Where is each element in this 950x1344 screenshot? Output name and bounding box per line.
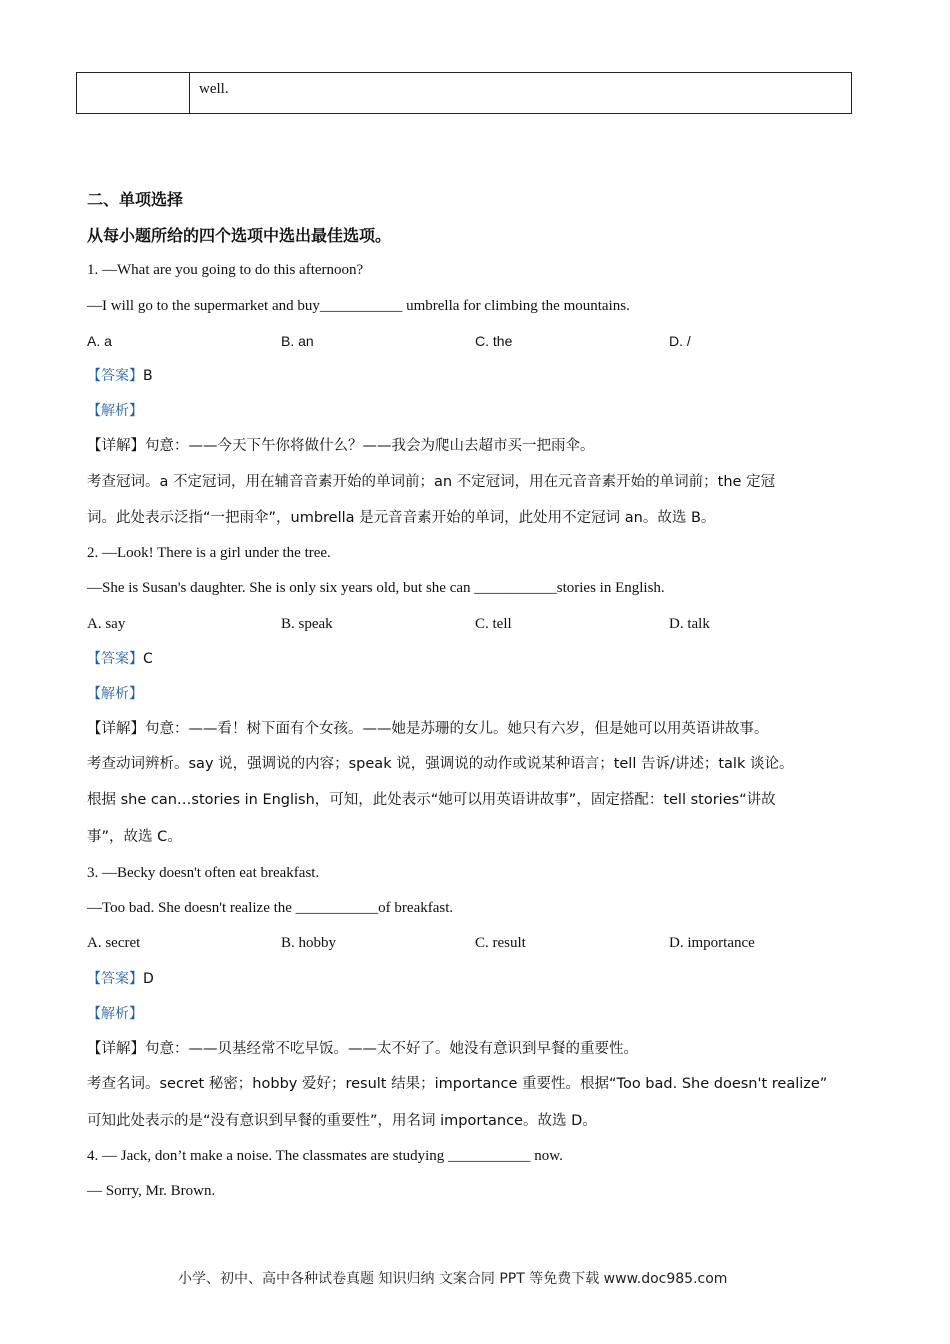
page-footer: 小学、初中、高中各种试卷真题 知识归纳 文案合同 PPT 等免费下载 www.doc985.com: [178, 1271, 728, 1287]
q1-option-a: A. a: [87, 333, 112, 349]
q2-line1: 2. —Look! There is a girl under the tree.: [87, 545, 331, 561]
q2-detail-2: 考查动词辨析。say 说，强调说的内容；speak 说，强调说的动作或说某种语言；tell 告诉/讲述；talk 谈论。: [87, 756, 794, 772]
answer-value: D: [143, 971, 154, 987]
q2-line2: —She is Susan's daughter. She is only six years old, but she can ___________stories in English.: [87, 580, 665, 596]
q2-detail-4: 事”，故选 C。: [87, 829, 182, 845]
q1-analysis-label: 【解析】: [87, 403, 143, 419]
q3-option-d: D. importance: [669, 935, 755, 951]
q4-line2: — Sorry, Mr. Brown.: [87, 1183, 216, 1199]
table-cell-text: well.: [199, 81, 229, 97]
q1-line2: —I will go to the supermarket and buy___________ umbrella for climbing the mountains.: [87, 298, 630, 314]
q1-option-b: B. an: [281, 333, 314, 349]
q3-detail-3: 可知此处表示的是“没有意识到早餐的重要性”，用名词 importance。故选 D。: [87, 1113, 597, 1129]
q3-analysis-label: 【解析】: [87, 1006, 143, 1022]
q3-line1: 3. —Becky doesn't often eat breakfast.: [87, 865, 320, 881]
q3-line2: —Too bad. She doesn't realize the ___________of breakfast.: [87, 900, 454, 916]
q1-answer: [87, 366, 153, 386]
q3-answer: [87, 969, 154, 989]
q1-detail-3: 词。此处表示泛指“一把雨伞”，umbrella 是元音音素开始的单词，此处用不定冠词 an。故选 B。: [87, 510, 716, 526]
q3-detail-2: 考查名词。secret 秘密；hobby 爱好；result 结果；importance 重要性。根据“Too bad. She doesn't realize”: [87, 1076, 828, 1092]
q2-option-d: D. talk: [669, 616, 710, 632]
q2-option-a: A. say: [87, 616, 126, 632]
q3-option-b: B. hobby: [281, 935, 337, 951]
q2-analysis-label: 【解析】: [87, 686, 143, 702]
answer-label: 【答案】: [87, 651, 143, 667]
q2-detail-1: 【详解】句意：——看！树下面有个女孩。——她是苏珊的女儿。她只有六岁，但是她可以用英语讲故事。: [87, 721, 769, 737]
answer-value: C: [143, 651, 153, 667]
q3-detail-1: 【详解】句意：——贝基经常不吃早饭。——太不好了。她没有意识到早餐的重要性。: [87, 1041, 638, 1057]
answer-label: 【答案】: [87, 971, 143, 987]
answer-label: 【答案】: [87, 368, 143, 384]
q4-line1: 4. — Jack, don’t make a noise. The classmates are studying ___________ now.: [87, 1148, 563, 1164]
q3-option-c: C. result: [475, 935, 526, 951]
q1-detail-2: 考查冠词。a 不定冠词，用在辅音音素开始的单词前；an 不定冠词，用在元音音素开始的单词前；the 定冠: [87, 474, 776, 490]
q1-line1: 1. —What are you going to do this afternoon?: [87, 262, 364, 278]
table-divider: [189, 73, 190, 113]
q2-answer: [87, 649, 153, 669]
answer-value: B: [143, 368, 153, 384]
q1-detail-1: 【详解】句意：——今天下午你将做什么？——我会为爬山去超市买一把雨伞。: [87, 438, 595, 454]
q1-option-d: D. /: [669, 333, 691, 349]
q2-detail-3: 根据 she can…stories in English，可知，此处表示“她可以用英语讲故事”，固定搭配：tell stories“讲故: [87, 792, 776, 808]
q1-option-c: C. the: [475, 333, 513, 349]
q2-option-b: B. speak: [281, 616, 333, 632]
section-instruction: 从每小题所给的四个选项中选出最佳选项。: [87, 226, 392, 245]
q2-option-c: C. tell: [475, 616, 512, 632]
q3-option-a: A. secret: [87, 935, 141, 951]
answer-table: [76, 72, 852, 114]
section-title: 二、单项选择: [87, 190, 184, 209]
